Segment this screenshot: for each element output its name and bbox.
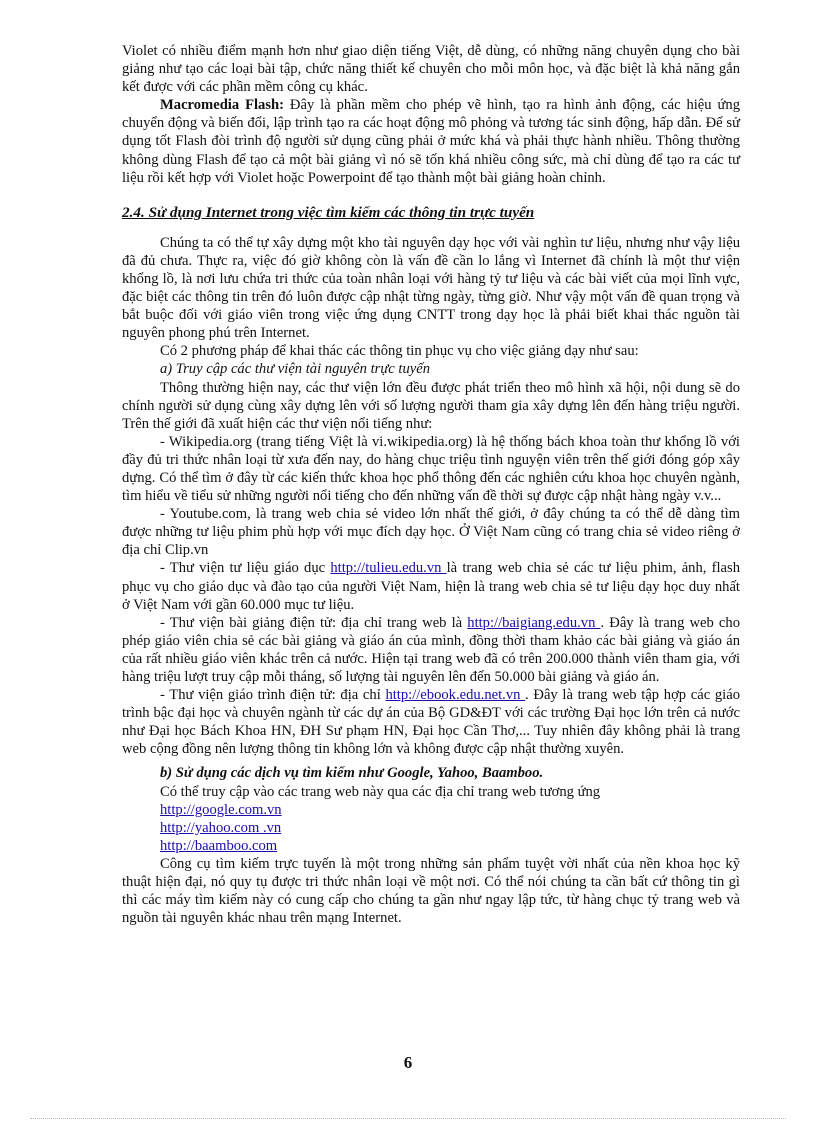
- baamboo-link[interactable]: http://baamboo.com: [160, 837, 278, 854]
- paragraph-search-engines: Công cụ tìm kiếm trực tuyến là một trong những sản phẩm tuyệt vời nhất của nền khoa học kỹ thuật hiện đại, nó quy tụ được tri thức nhân loại về một nơi. Có thể nói chúng ta cần bất cứ thông tin gì thì các máy tìm kiếm này có cung cấp cho chúng ta gần như ngay lập tức, từ hàng chục tỷ trang web và nguồn tài nguyên khác nhau trên mạng Internet.: [122, 855, 740, 927]
- flash-term: Macromedia Flash:: [160, 97, 285, 114]
- paragraph-internet-intro: Chúng ta có thể tự xây dựng một kho tài nguyên dạy học với vài nghìn tư liệu, nhưng như vậy liệu đã đủ chưa. Thực ra, việc đó giờ không còn là vấn đề cần lo lắng vì Internet đã chính là một thư viện khổng lồ, là nơi lưu chứa tri thức của toàn nhân loại với hàng tỷ tư liệu và các bài viết của mọi lĩnh vực, đặc biệt các thông tin trên đó luôn được cập nhật từng ngày, từng giờ. Như vậy một vấn đề quan trọng và bắt buộc đối với giáo viên trong việc ứng dụng CNTT trong dạy học là phải biết khai thác nguồn tài nguyên phong phú trên Internet.: [122, 234, 740, 342]
- paragraph-libraries: Thông thường hiện nay, các thư viện lớn đều được phát triển theo mô hình xã hội, nội dung sẽ do chính người sử dụng cùng xây dựng lên với số lượng người tham gia xây dựng lên đến hàng triệu người. Trên thế giới đã xuất hiện các thư viện nổi tiếng như:: [122, 379, 740, 432]
- tulieu-post: là trang web chia sẻ các tư liệu phim, ảnh, flash phục vụ cho giáo dục và đào tạo của người Việt Nam, hiện là trang web chia sẻ tư liệu dạy học duy nhất ở Việt Nam với gần 60.000 mục tư liệu.: [122, 560, 741, 613]
- list-item-wikipedia: - Wikipedia.org (trang tiếng Việt là vi.wikipedia.org) là hệ thống bách khoa toàn thư khổng lồ với đầy đủ tri thức nhân loại từ xưa đến nay, do hàng chục triệu tình nguyện viên trên thế giới đóng góp xây dựng. Có thể tìm ở đây từ các kiến thức khoa học phổ thông đến các nghiên cứu khoa học chuyên ngành, tìm hiểu về tiểu sử những người nổi tiếng cho đến những vấn đề thời sự được cập nhật hàng ngày v.v...: [122, 433, 740, 505]
- subheading-b: b) Sử dụng các dịch vụ tìm kiếm như Google, Yahoo, Baamboo.: [160, 765, 544, 782]
- list-item-youtube: - Youtube.com, là trang web chia sẻ video lớn nhất thế giới, ở đây chúng ta có thể dễ dàng tìm được những tư liệu phim phù hợp với mục đích dạy học. Ở Việt Nam cũng có trang chia sẻ video riêng ở địa chỉ Clip.vn: [122, 506, 740, 559]
- list-item-ebook: [122, 686, 740, 758]
- list-item-tulieu: [122, 559, 740, 613]
- paragraph-violet: Violet có nhiều điểm mạnh hơn như giao diện tiếng Việt, dễ dùng, có những năng chuyên dụng cho bài giảng như tạo các loại bài tập, chức năng thiết kế chuyên cho mỗi môn học, và đặc biệt là khả năng gắn kết được với các phần mềm công cụ khác.: [122, 43, 740, 96]
- ebook-link[interactable]: http://ebook.edu.net.vn: [385, 687, 526, 704]
- google-link[interactable]: http://google.com.vn: [160, 801, 282, 818]
- tulieu-link[interactable]: http://tulieu.edu.vn: [330, 560, 447, 577]
- paragraph-flash: [122, 96, 740, 186]
- section-heading: 2.4. Sử dụng Internet trong việc tìm kiếm các thông tin trực tuyến: [122, 203, 535, 221]
- ebook-pre: - Thư viện giáo trình điện tử: địa chỉ: [160, 687, 386, 704]
- baigiang-post: . Đây là trang web cho phép giáo viên chia sẻ các bài giảng và giáo án của mình, đồng thời tham khảo các bài giảng và giáo án của rất nhiều giáo viên khác trên cả nước. Hiện tại trang web đã có trên 200.000 thành viên tham gia, với hàng triệu lượt truy cập mỗi tháng, số lượng tài nguyên lên đến 50.000 bài giảng và giáo án.: [122, 614, 741, 685]
- baigiang-pre: - Thư viện bài giảng điện tử: địa chỉ trang web là: [160, 614, 468, 631]
- footer-divider: [30, 1118, 786, 1119]
- page-number: 6: [403, 1053, 413, 1072]
- paragraph-search-access: Có thể truy cập vào các trang web này qua các địa chỉ trang web tương ứng: [160, 783, 601, 800]
- tulieu-pre: - Thư viện tư liệu giáo dục: [160, 560, 331, 577]
- flash-description: Đây là phần mềm cho phép vẽ hình, tạo ra hình ảnh động, các hiệu ứng chuyển động và biến đổi, lập trình tạo ra các hoạt động mô phỏng và tương tác sinh động, hấp dẫn. Để sử dụng tốt Flash đòi trình độ người sử dụng cũng phải ở mức khá và phải thực hành nhiều. Thông thường không dùng Flash để tạo cả một bài giảng vì nó sẽ tốn khá nhiều công sức, mà chỉ dùng để tạo ra các tư liệu rồi kết hợp với Violet hoặc Powerpoint để tạo thành một bài giảng hoàn chỉnh.: [122, 97, 741, 186]
- subheading-a: a) Truy cập các thư viện tài nguyên trực tuyến: [160, 361, 431, 378]
- ebook-post: . Đây là trang web tập hợp các giáo trình bậc đại học và chuyên ngành từ các dự án của Bộ GD&ĐT với các trường Đại học lớn trên cả nước như Đại học Bách Khoa HN, ĐH Sư phạm HN, Đại học Cần Thơ,... Tuy nhiên đây không phải là trang web cộng đồng nên lượng thông tin không lớn và không được cập nhật thường xuyên.: [122, 687, 741, 758]
- document-page: [122, 42, 740, 927]
- yahoo-link[interactable]: http://yahoo.com .vn: [160, 819, 282, 836]
- paragraph-two-methods: Có 2 phương pháp để khai thác các thông tin phục vụ cho việc giảng dạy như sau:: [160, 343, 639, 360]
- baigiang-link[interactable]: http://baigiang.edu.vn: [467, 614, 601, 631]
- list-item-baigiang: [122, 614, 740, 686]
